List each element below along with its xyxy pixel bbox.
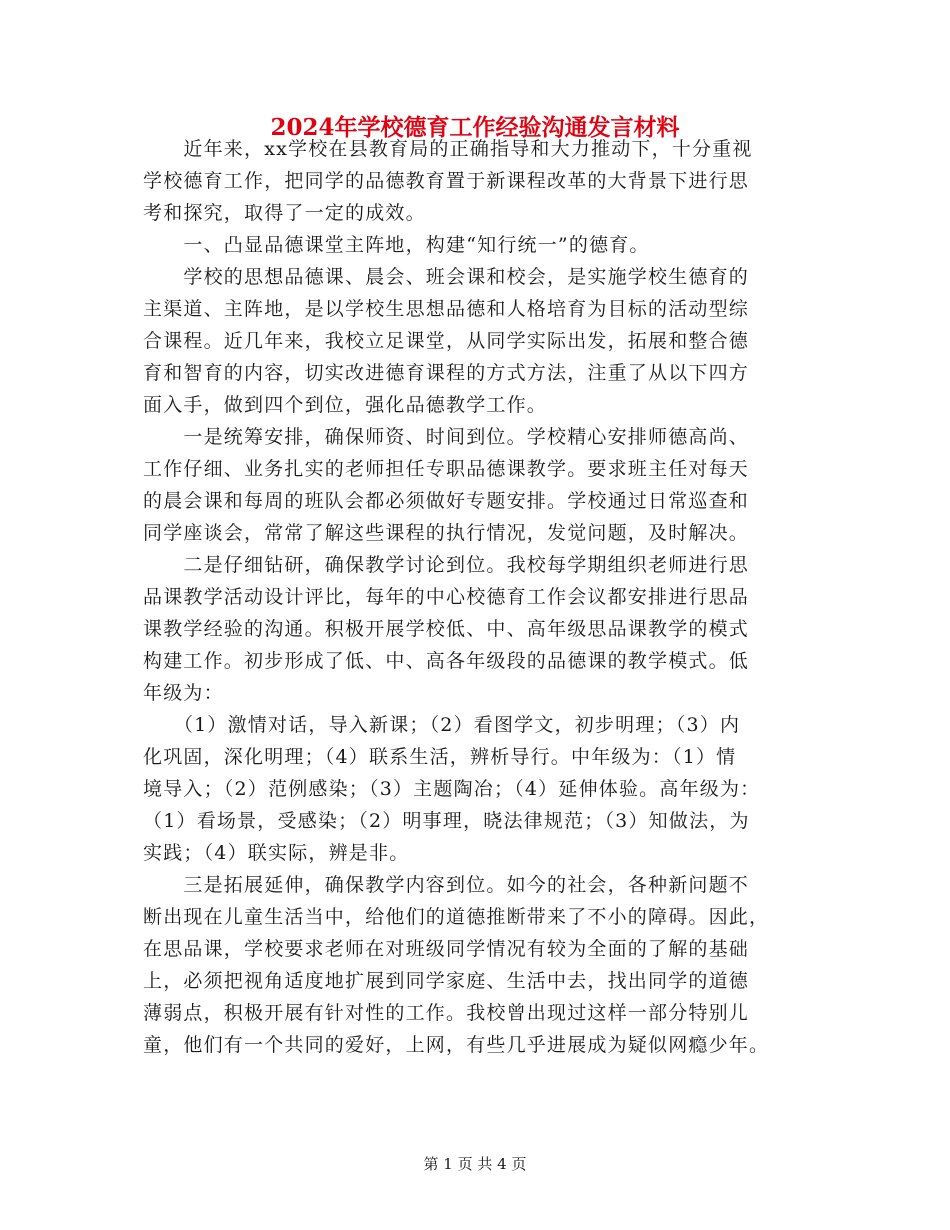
body-line: 一是统筹安排，确保师资、时间到位。学校精心安排师德高尚、: [143, 426, 750, 448]
body-line: 课教学经验的沟通。积极开展学校低、中、高年级思品课教学的模式: [143, 618, 750, 640]
body-line: 品课教学活动设计评比，每年的中心校德育工作会议都安排进行思品: [143, 586, 750, 608]
body-line: （1）看场景，受感染；（2）明事理，晓法律规范；（3）知做法，为: [143, 810, 750, 832]
body-line: 化巩固，深化明理；（4）联系生活，辨析导行。中年级为：（1）情: [143, 746, 737, 768]
body-line: 主渠道、主阵地，是以学校生思想品德和人格培育为目标的活动型综: [143, 298, 750, 320]
body-line: 薄弱点，积极开展有针对性的工作。我校曾出现过这样一部分特别儿: [143, 1002, 750, 1024]
document-title: 2024年学校德育工作经验沟通发言材料: [270, 114, 680, 141]
body-line: 在思品课，学校要求老师在对班级同学情况有较为全面的了解的基础: [143, 938, 750, 960]
body-line: 上，必须把视角适度地扩展到同学家庭、生活中去，找出同学的道德: [143, 970, 750, 992]
body-line: 断出现在儿童生活当中，给他们的道德推断带来了不小的障碍。因此，: [143, 906, 770, 928]
body-line: 育和智育的内容，切实改进德育课程的方式方法，注重了从以下四方: [143, 362, 750, 384]
body-line: 合课程。近几年来，我校立足课堂，从同学实际出发，拓展和整合德: [143, 330, 750, 352]
section-heading: 一、凸显品德课堂主阵地，构建“知行统一”的德育。: [143, 234, 650, 256]
body-line: 考和探究，取得了一定的成效。: [143, 202, 426, 224]
body-line: 童，他们有一个共同的爱好，上网，有些几乎进展成为疑似网瘾少年。: [143, 1034, 770, 1056]
body-line: 年级为：: [143, 682, 224, 704]
body-line: 构建工作。初步形成了低、中、高各年级段的品德课的教学模式。低: [143, 650, 750, 672]
body-line: 面入手，做到四个到位，强化品德教学工作。: [143, 394, 548, 416]
body-line: 学校德育工作，把同学的品德教育置于新课程改革的大背景下进行思: [143, 170, 750, 192]
body-line: 三是拓展延伸，确保教学内容到位。如今的社会，各种新问题不: [143, 874, 750, 896]
document-body: [143, 133, 811, 1061]
body-line: 同学座谈会，常常了解这些课程的执行情况，发觉问题，及时解决。: [143, 522, 750, 544]
body-line: 二是仔细钻研，确保教学讨论到位。我校每学期组织老师进行思: [143, 554, 750, 576]
body-line: 实践；（4）联实际，辨是非。: [143, 842, 410, 864]
page-footer: 第 1 页 共 4 页: [423, 1155, 527, 1173]
body-line: 的晨会课和每周的班队会都必须做好专题安排。学校通过日常巡查和: [143, 490, 750, 512]
body-line: 工作仔细、业务扎实的老师担任专职品德课教学。要求班主任对每天: [143, 458, 750, 480]
body-line: 近年来，xx学校在县教育局的正确指导和大力推动下，十分重视: [143, 138, 753, 160]
body-line: （1）激情对话，导入新课；（2）看图学文，初步明理；（3）内: [143, 714, 741, 736]
body-line: 学校的思想品德课、晨会、班会课和校会，是实施学校生德育的: [143, 266, 750, 288]
body-line: 境导入；（2）范例感染；（3）主题陶冶；（4）延伸体验。高年级为：: [143, 778, 761, 800]
